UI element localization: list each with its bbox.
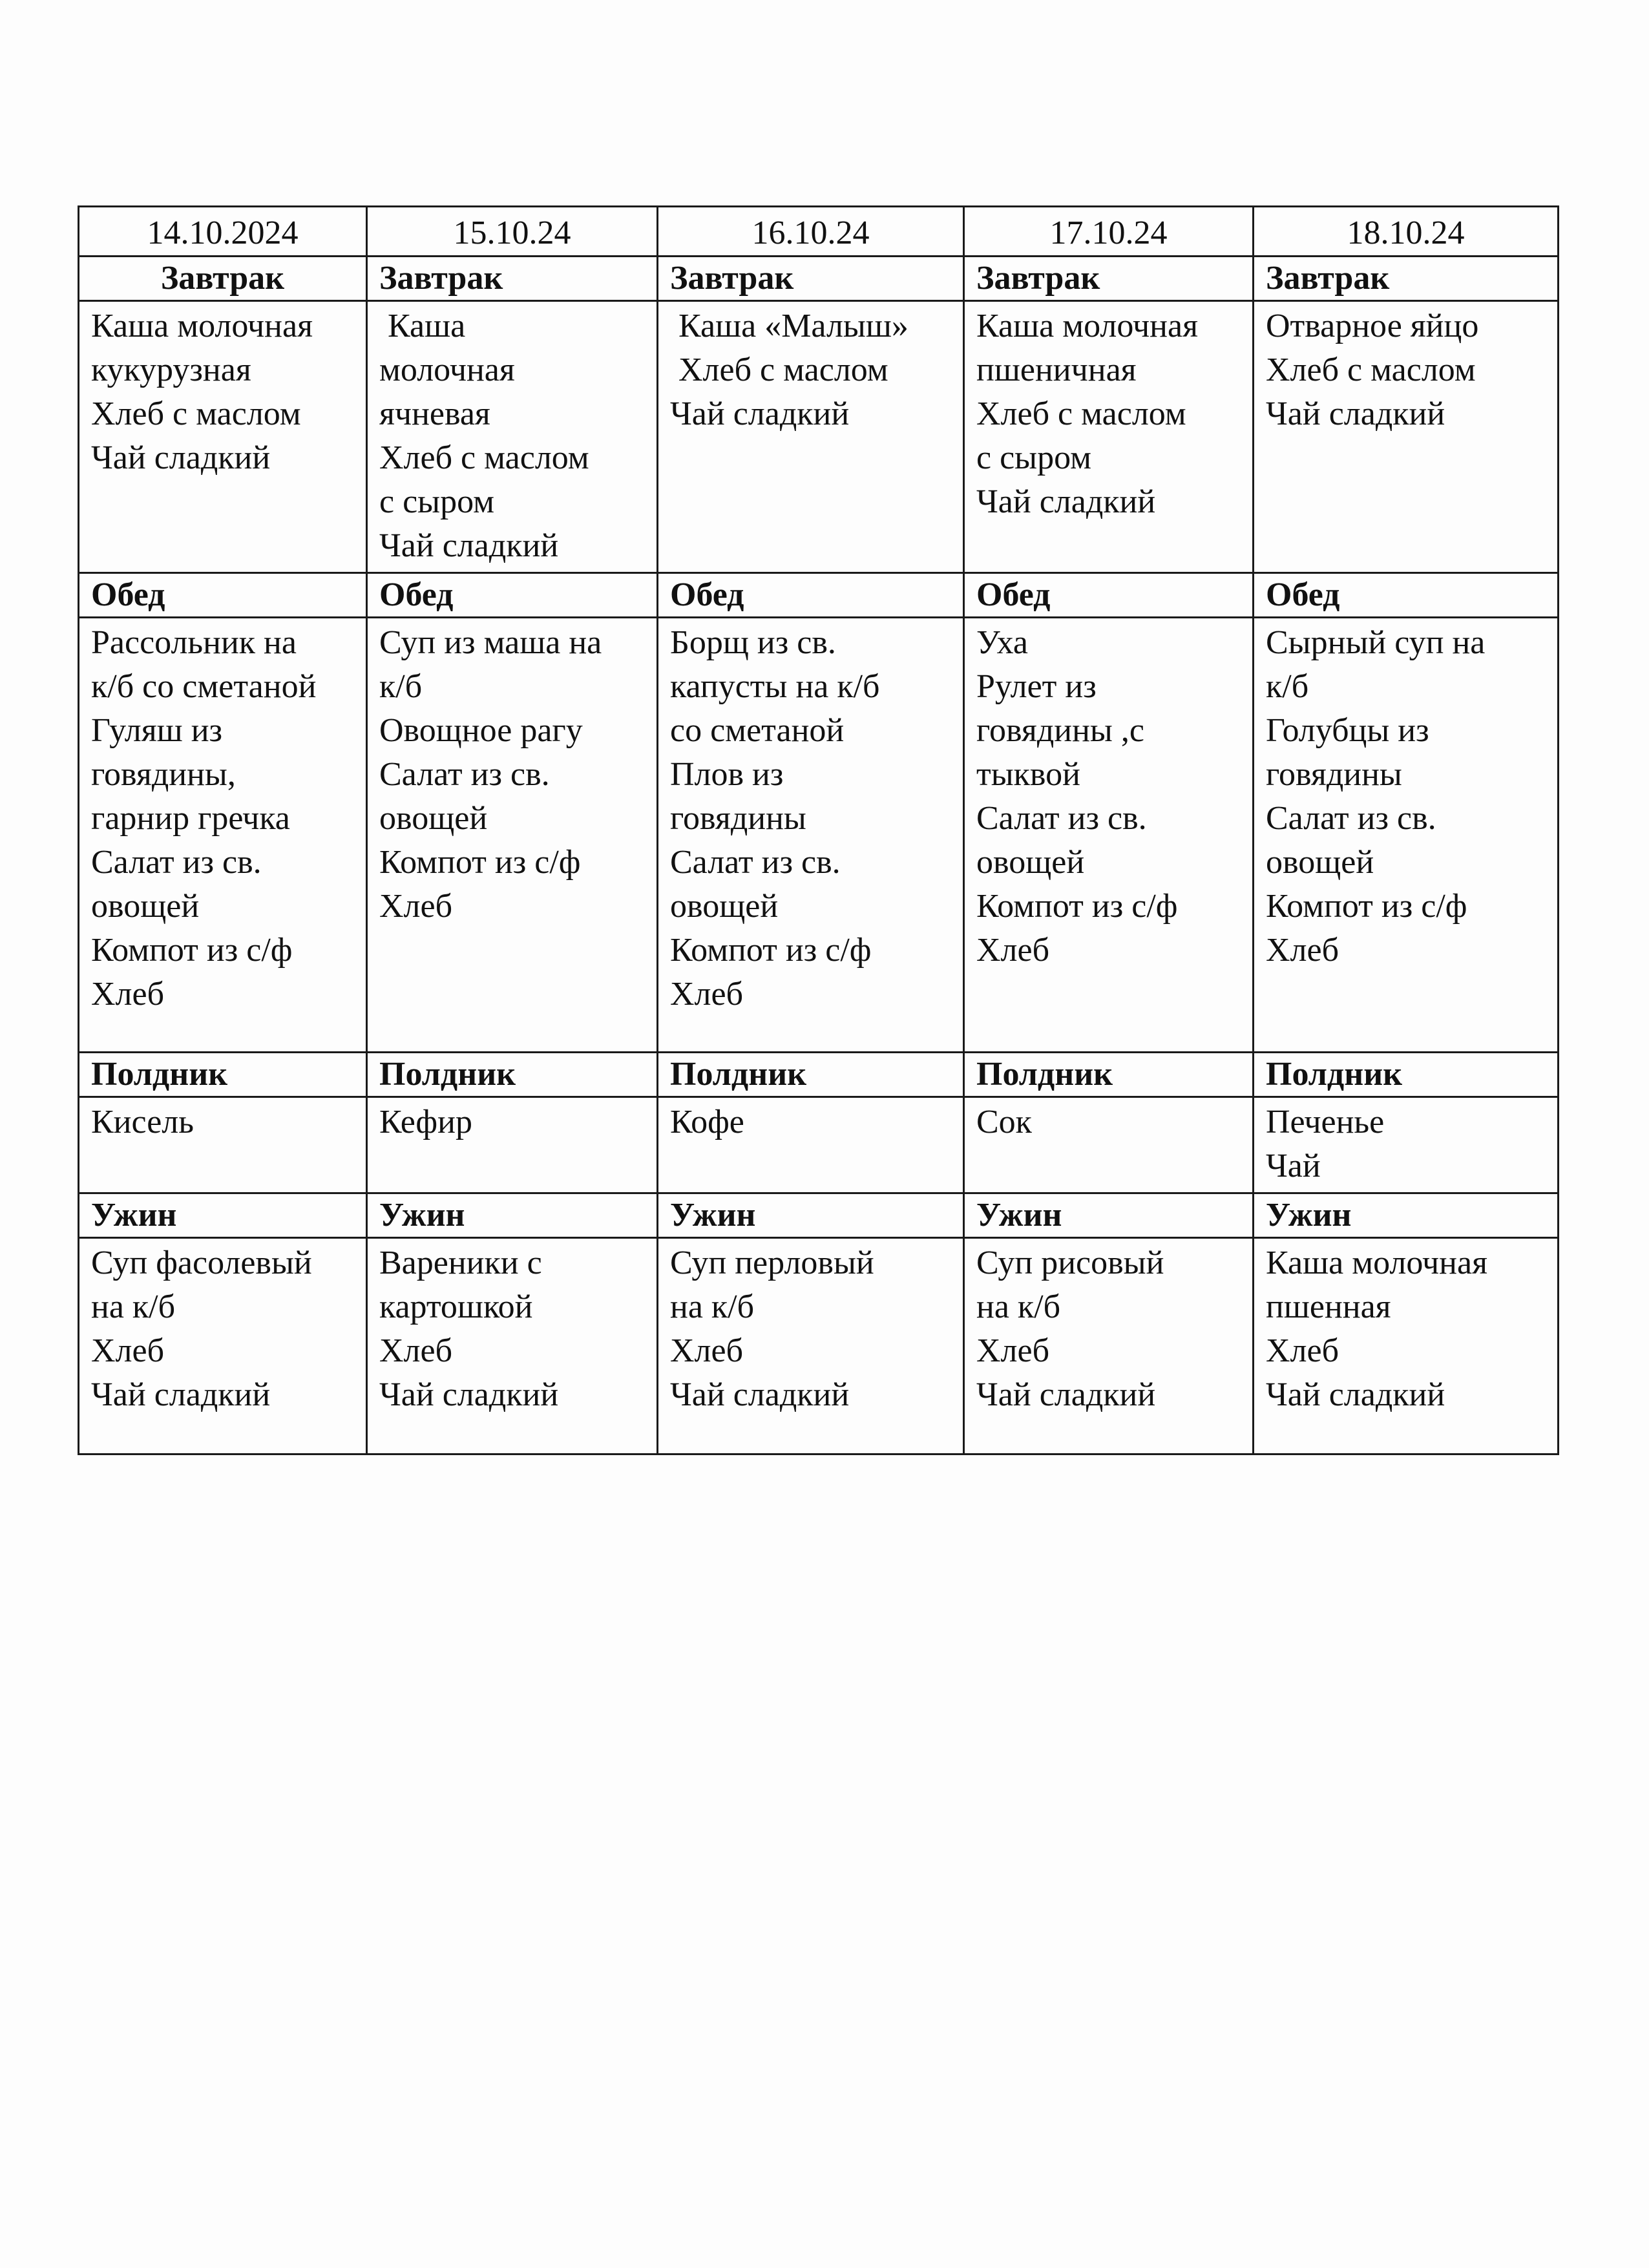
menu-cell [367, 1097, 658, 1193]
meal-label: Полдник [79, 1053, 367, 1097]
menu-item: Салат из св. [670, 844, 841, 881]
menu-item: Хлеб с маслом [1266, 352, 1476, 388]
menu-cell [1254, 1238, 1559, 1454]
menu-item: к/б [379, 668, 423, 705]
menu-item: Хлеб [976, 932, 1050, 969]
meal-label: Завтрак [1254, 257, 1559, 301]
menu-cell [964, 1238, 1254, 1454]
weekly-menu-table [78, 205, 1559, 1455]
meal-label: Ужин [964, 1193, 1254, 1238]
menu-item: Компот из с/ф [379, 844, 581, 881]
menu-item: пшеничная [976, 352, 1137, 388]
menu-cell [79, 301, 367, 573]
meal-label: Ужин [658, 1193, 964, 1238]
menu-item: Хлеб [91, 976, 165, 1013]
menu-item: Хлеб [1266, 932, 1339, 969]
menu-item: Чай сладкий [670, 1376, 850, 1413]
menu-item: Компот из с/ф [91, 932, 293, 969]
menu-item: Рулет из [976, 668, 1097, 705]
menu-item: Компот из с/ф [670, 932, 872, 969]
date-cell: 17.10.24 [964, 207, 1254, 257]
date-cell: 16.10.24 [658, 207, 964, 257]
menu-item: Компот из с/ф [1266, 888, 1467, 925]
menu-item: Салат из св. [1266, 800, 1436, 837]
menu-item: Салат из св. [91, 844, 262, 881]
menu-cell [79, 1238, 367, 1454]
menu-item: молочная [379, 352, 515, 388]
menu-item: к/б [1266, 668, 1309, 705]
menu-cell [658, 301, 964, 573]
menu-item: Хлеб [670, 976, 744, 1013]
menu-cell [658, 1097, 964, 1193]
meal-label: Полдник [367, 1053, 658, 1097]
menu-item: Хлеб с маслом [379, 439, 589, 476]
meal-label: Завтрак [964, 257, 1254, 301]
menu-item: капусты на к/б [670, 668, 880, 705]
menu-item: Рассольник на [91, 624, 297, 661]
menu-item: Каша «Малыш» [670, 308, 909, 344]
menu-item: Чай сладкий [976, 1376, 1156, 1413]
menu-item: Салат из св. [379, 756, 550, 793]
menu-item: Хлеб с маслом [91, 395, 301, 432]
menu-item: Суп перловый [670, 1244, 874, 1281]
menu-item: к/б со сметаной [91, 668, 317, 705]
menu-item: Хлеб [379, 888, 453, 925]
menu-item: Салат из св. [976, 800, 1147, 837]
menu-item: Вареники с [379, 1244, 542, 1281]
snack-items-row [79, 1097, 1559, 1193]
menu-item: Уха [976, 624, 1029, 661]
menu-item: Голубцы из [1266, 712, 1429, 749]
menu-item: Гуляш из [91, 712, 223, 749]
meal-label: Обед [1254, 573, 1559, 618]
menu-item: Чай сладкий [670, 395, 850, 432]
menu-item: Кефир [379, 1104, 472, 1140]
meal-label: Завтрак [79, 257, 367, 301]
lunch-header-row [79, 573, 1559, 618]
menu-cell [658, 618, 964, 1053]
menu-item: Каша молочная [91, 308, 313, 344]
menu-item: ячневая [379, 395, 490, 432]
menu-item: говядины ,с [976, 712, 1144, 749]
menu-item: пшенная [1266, 1288, 1391, 1325]
menu-item: Плов из [670, 756, 784, 793]
menu-item: Хлеб [670, 1332, 744, 1369]
menu-item: овощей [976, 844, 1085, 881]
menu-item: говядины [670, 800, 806, 837]
menu-item: Чай сладкий [976, 483, 1156, 520]
meal-label: Обед [367, 573, 658, 618]
menu-item: Чай сладкий [91, 1376, 271, 1413]
meal-label: Полдник [658, 1053, 964, 1097]
menu-item: овощей [670, 888, 779, 925]
menu-item: Овощное рагу [379, 712, 583, 749]
meal-label: Ужин [79, 1193, 367, 1238]
menu-item: с сыром [379, 483, 495, 520]
menu-item: говядины [1266, 756, 1402, 793]
meal-label: Обед [964, 573, 1254, 618]
meal-label: Завтрак [658, 257, 964, 301]
menu-cell [1254, 618, 1559, 1053]
menu-item: Борщ из св. [670, 624, 836, 661]
menu-item: Чай сладкий [1266, 395, 1445, 432]
menu-item: с сыром [976, 439, 1092, 476]
menu-item: Кофе [670, 1104, 744, 1140]
menu-item: Сырный суп на [1266, 624, 1486, 661]
menu-cell [1254, 301, 1559, 573]
meal-label: Обед [658, 573, 964, 618]
menu-item: картошкой [379, 1288, 533, 1325]
menu-item: Кисель [91, 1104, 194, 1140]
menu-cell [79, 618, 367, 1053]
menu-item: на к/б [976, 1288, 1061, 1325]
menu-cell [964, 618, 1254, 1053]
breakfast-items-row [79, 301, 1559, 573]
menu-item: Чай сладкий [379, 527, 559, 564]
menu-cell [367, 301, 658, 573]
menu-item: Хлеб [1266, 1332, 1339, 1369]
menu-item: овощей [379, 800, 488, 837]
menu-item: Отварное яйцо [1266, 308, 1479, 344]
menu-item: со сметаной [670, 712, 845, 749]
meal-label: Полдник [964, 1053, 1254, 1097]
menu-item: на к/б [670, 1288, 755, 1325]
menu-item: тыквой [976, 756, 1080, 793]
menu-item: Чай сладкий [379, 1376, 559, 1413]
menu-item: Суп из маша на [379, 624, 602, 661]
menu-item: Суп фасолевый [91, 1244, 312, 1281]
menu-item: Чай [1266, 1148, 1321, 1184]
menu-cell [367, 618, 658, 1053]
menu-cell [1254, 1097, 1559, 1193]
menu-item: Чай сладкий [1266, 1376, 1445, 1413]
menu-item: Каша молочная [976, 308, 1199, 344]
lunch-items-row [79, 618, 1559, 1053]
meal-label: Полдник [1254, 1053, 1559, 1097]
menu-item: Хлеб с маслом [670, 352, 888, 388]
dinner-items-row [79, 1238, 1559, 1454]
menu-item: овощей [91, 888, 200, 925]
menu-item: Печенье [1266, 1104, 1385, 1140]
menu-cell [658, 1238, 964, 1454]
menu-item: кукурузная [91, 352, 251, 388]
menu-item: Компот из с/ф [976, 888, 1178, 925]
menu-item: Каша [379, 308, 466, 344]
date-header-row [79, 207, 1559, 257]
meal-label: Обед [79, 573, 367, 618]
date-cell: 18.10.24 [1254, 207, 1559, 257]
meal-label: Ужин [367, 1193, 658, 1238]
dinner-header-row [79, 1193, 1559, 1238]
menu-cell [964, 1097, 1254, 1193]
menu-cell [964, 301, 1254, 573]
menu-cell [367, 1238, 658, 1454]
menu-item: Хлеб [379, 1332, 453, 1369]
menu-item: Хлеб с маслом [976, 395, 1186, 432]
menu-item: Суп рисовый [976, 1244, 1164, 1281]
meal-label: Ужин [1254, 1193, 1559, 1238]
menu-item: Хлеб [91, 1332, 165, 1369]
menu-item: говядины, [91, 756, 236, 793]
snack-header-row [79, 1053, 1559, 1097]
menu-item: гарнир гречка [91, 800, 290, 837]
date-cell: 15.10.24 [367, 207, 658, 257]
menu-item: на к/б [91, 1288, 176, 1325]
menu-item: Хлеб [976, 1332, 1050, 1369]
menu-item: Каша молочная [1266, 1244, 1488, 1281]
date-cell: 14.10.2024 [79, 207, 367, 257]
menu-item: Чай сладкий [91, 439, 271, 476]
breakfast-header-row [79, 257, 1559, 301]
meal-label: Завтрак [367, 257, 658, 301]
menu-cell [79, 1097, 367, 1193]
menu-item: Сок [976, 1104, 1032, 1140]
menu-item: овощей [1266, 844, 1374, 881]
